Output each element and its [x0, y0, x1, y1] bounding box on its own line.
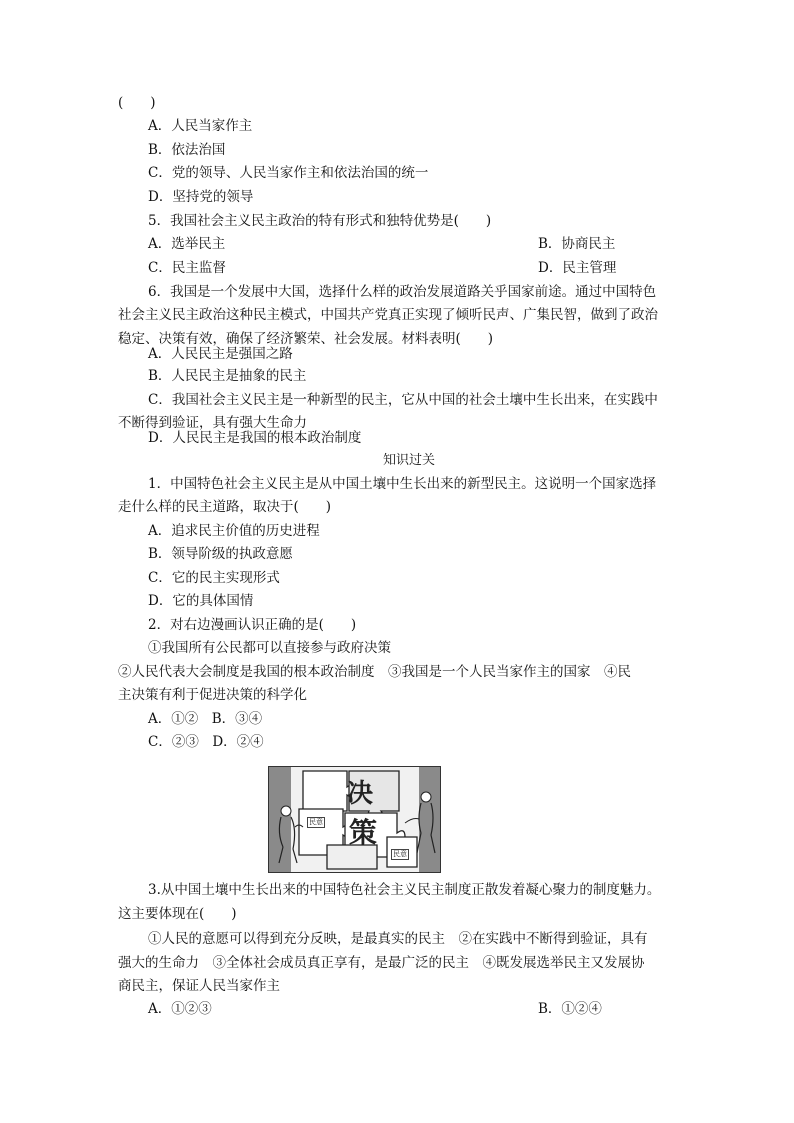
q4-option-d: D．坚持党的领导	[148, 189, 254, 205]
q6-stem-line-3: 稳定、决策有效，确保了经济繁荣、社会发展。材料表明( )	[118, 331, 494, 347]
cartoon-word-1: 决	[347, 779, 374, 809]
k1-option-a: A．追求民主价值的历史进程	[148, 523, 320, 539]
section-title: 知识过关	[383, 453, 436, 468]
q5-option-a: A．选举民主	[148, 236, 226, 252]
q5-option-d: D．民主管理	[538, 260, 617, 276]
k2-statement-2: ②人民代表大会制度是我国的根本政治制度 ③我国是一个人民当家作主的国家 ④民	[118, 664, 631, 680]
k1-option-c: C．它的民主实现形式	[148, 570, 280, 586]
k1-option-d: D．它的具体国情	[148, 593, 254, 609]
q6-option-d: D．人民民主是我国的根本政治制度	[148, 430, 362, 446]
k3-stem-line-1: 3.从中国土壤中生长出来的中国特色社会主义民主制度正散发着凝心聚力的制度魅力。	[148, 882, 661, 898]
k3-statement-2: 强大的生命力 ③全体社会成员真正享有，是最广泛的民主 ④既发展选举民主又发展协	[118, 955, 645, 971]
q4-option-a: A．人民当家作主	[148, 118, 253, 134]
cartoon-tag-1: 民意	[309, 818, 323, 826]
k3-statement-3: 商民主，保证人民当家作主	[118, 978, 280, 994]
q5-option-c: C．民主监督	[148, 260, 226, 276]
cartoon-tag-2: 民意	[393, 850, 407, 858]
q6-option-b: B．人民民主是抽象的民主	[148, 368, 307, 384]
k2-options-cd: C．②③ D．②④	[148, 734, 264, 750]
k2-stem: 2．对右边漫画认识正确的是( )	[148, 617, 357, 633]
q4-option-c: C．党的领导、人民当家作主和依法治国的统一	[148, 165, 429, 181]
decision-cartoon	[268, 766, 441, 873]
k3-option-b: B．①②④	[538, 1001, 602, 1017]
k3-stem-line-2: 这主要体现在( )	[118, 906, 237, 922]
q5-option-b: B．协商民主	[538, 236, 616, 252]
k2-options-ab: A．①② B．③④	[148, 711, 263, 727]
q5-stem: 5．我国社会主义民主政治的特有形式和独特优势是( )	[148, 213, 492, 229]
k3-statement-1: ①人民的意愿可以得到充分反映，是最真实的民主 ②在实践中不断得到验证，具有	[148, 931, 648, 947]
k1-stem-line-1: 1．中国特色社会主义民主是从中国土壤中生长出来的新型民主。这说明一个国家选择	[148, 476, 657, 492]
q6-option-c-cont: 不断得到验证，具有强大生命力	[118, 415, 307, 431]
k1-stem-line-2: 走什么样的民主道路，取决于( )	[118, 499, 332, 515]
k1-option-b: B．领导阶级的执政意愿	[148, 546, 293, 562]
k2-statement-3: 主决策有利于促进决策的科学化	[118, 687, 307, 703]
q6-option-a: A．人民民主是强国之路	[148, 346, 293, 362]
q6-stem-line-1: 6．我国是一个发展中大国，选择什么样的政治发展道路关乎国家前途。通过中国特色	[148, 284, 657, 300]
k3-option-a: A．①②③	[148, 1001, 212, 1017]
k2-statement-1: ①我国所有公民都可以直接参与政府决策	[148, 640, 391, 656]
cartoon-word-2: 策	[349, 816, 378, 849]
q6-option-c: C．我国社会主义民主是一种新型的民主，它从中国的社会土壤中生长出来，在实践中	[148, 392, 658, 408]
q4-option-b: B．依法治国	[148, 142, 226, 158]
q6-stem-line-2: 社会主义民主政治这种民主模式，中国共产党真正实现了倾听民声、广集民智，做到了政治	[118, 307, 658, 323]
q4-stem-tail: ( )	[118, 95, 156, 111]
